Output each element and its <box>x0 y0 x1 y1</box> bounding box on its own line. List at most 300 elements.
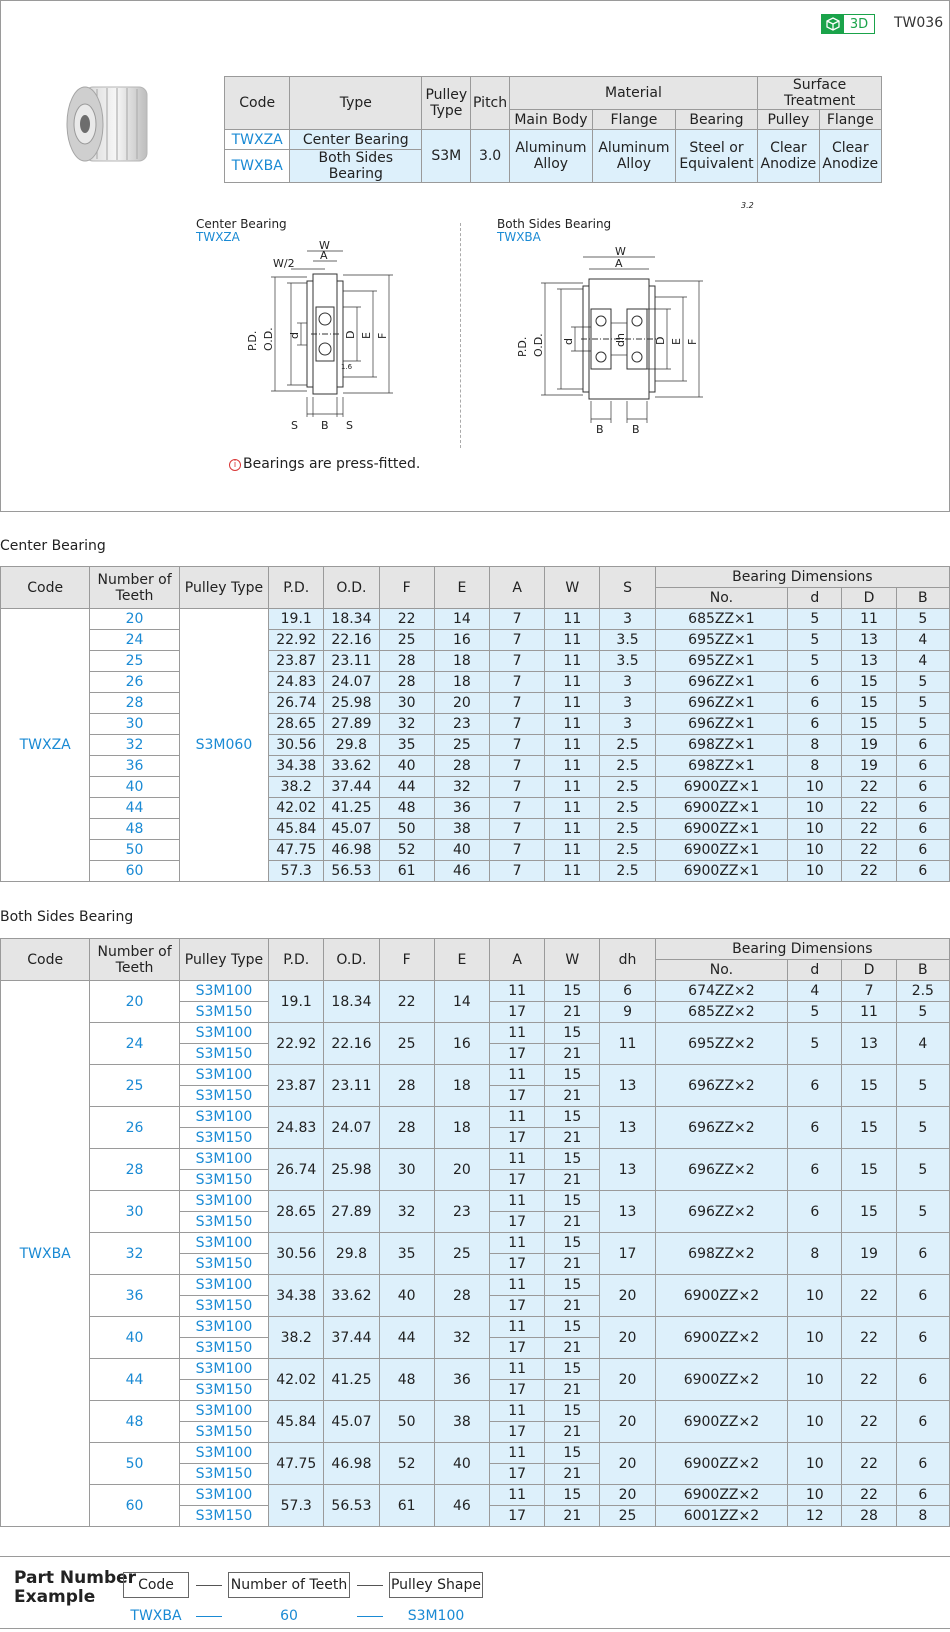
svg-text:P.D.: P.D. <box>516 336 529 357</box>
cell-w: 11 <box>545 714 600 735</box>
svg-text:D: D <box>344 330 357 339</box>
pulley-type[interactable]: S3M150 <box>179 1422 268 1443</box>
cell-dh: 9 <box>600 1002 655 1023</box>
teeth-count[interactable]: 24 <box>90 1023 179 1065</box>
header-pulley_type: Pulley Type <box>179 567 268 609</box>
cell-bearing-no: 695ZZ×1 <box>655 630 788 651</box>
cell-e: 36 <box>434 1359 489 1401</box>
cell-dh: 20 <box>600 1275 655 1317</box>
cell-D: 15 <box>842 1107 896 1149</box>
table-row <box>1 777 950 798</box>
cell-e: 23 <box>434 1191 489 1233</box>
header-pulley: Pulley <box>758 110 819 130</box>
cell-bearing-no: 696ZZ×1 <box>655 714 788 735</box>
cell-e: 28 <box>434 1275 489 1317</box>
spec-main-body: Aluminum Alloy <box>509 130 593 183</box>
pulley-type[interactable]: S3M150 <box>179 1044 268 1065</box>
cell-f: 28 <box>379 651 434 672</box>
header-od: O.D. <box>324 567 379 609</box>
teeth-count[interactable]: 60 <box>90 1485 179 1527</box>
pn-separator <box>196 1585 222 1586</box>
cell-a: 7 <box>490 756 545 777</box>
cell-s: 3.5 <box>600 651 655 672</box>
teeth-count[interactable]: 36 <box>90 756 179 777</box>
spec-code-twxza[interactable]: TWXZA <box>225 130 290 150</box>
cell-no: 6900ZZ×2 <box>655 1485 788 1506</box>
cell-bearing-no: 698ZZ×1 <box>655 756 788 777</box>
cell-bearing-d: 10 <box>788 840 842 861</box>
svg-text:B: B <box>321 419 329 432</box>
center-drawing-title: Center Bearing <box>196 217 287 231</box>
cell-bearing-no: 696ZZ×1 <box>655 693 788 714</box>
cell-od: 18.34 <box>324 981 379 1023</box>
cell-bearing-d: 8 <box>788 735 842 756</box>
cell-f: 22 <box>379 609 434 630</box>
cell-D: 22 <box>842 1485 896 1506</box>
3d-view-button[interactable] <box>821 14 875 34</box>
cell-w: 21 <box>545 1464 600 1485</box>
cell-bearing-d: 10 <box>788 819 842 840</box>
svg-text:B: B <box>632 423 640 436</box>
both-drawing-code[interactable]: TWXBA <box>497 230 541 244</box>
pulley-type[interactable]: S3M150 <box>179 1086 268 1107</box>
cell-s: 3 <box>600 714 655 735</box>
header-e: E <box>434 567 489 609</box>
cell-dh: 20 <box>600 1443 655 1485</box>
svg-text:d: d <box>288 332 301 339</box>
cell-f: 52 <box>379 1443 434 1485</box>
cell-a: 17 <box>490 1170 545 1191</box>
both-sides-bearing-table <box>0 938 950 1527</box>
cell-s: 2.5 <box>600 798 655 819</box>
table-row <box>1 1359 950 1380</box>
pulley-type[interactable]: S3M150 <box>179 1506 268 1527</box>
cell-od: 46.98 <box>324 1443 379 1485</box>
pulley-type[interactable]: S3M100 <box>179 1065 268 1086</box>
header-surface-treatment: Surface Treatment <box>758 77 882 110</box>
center-drawing-code[interactable]: TWXZA <box>196 230 240 244</box>
cell-e: 23 <box>434 714 489 735</box>
cell-od: 37.44 <box>324 1317 379 1359</box>
table-row <box>1 1275 950 1296</box>
header-bearing-d: D <box>842 588 896 609</box>
header-pd: P.D. <box>269 939 324 981</box>
cell-b: 5 <box>896 1191 949 1233</box>
cell-pd: 19.1 <box>269 981 324 1023</box>
header-bearing-dimensions: Bearing Dimensions <box>655 939 949 960</box>
cell-f: 50 <box>379 819 434 840</box>
cell-dh: 13 <box>600 1191 655 1233</box>
spec-pulley-treatment: Clear Anodize <box>758 130 819 183</box>
cell-bearing-d: 6 <box>788 714 842 735</box>
header-material: Material <box>509 77 758 110</box>
cell-no: 6900ZZ×2 <box>655 1443 788 1485</box>
cell-a: 17 <box>490 1506 545 1527</box>
cell-e: 25 <box>434 1233 489 1275</box>
teeth-count[interactable]: 50 <box>90 1443 179 1485</box>
pulley-type[interactable]: S3M150 <box>179 1380 268 1401</box>
pulley-type[interactable]: S3M100 <box>179 1275 268 1296</box>
header-a: A <box>490 939 545 981</box>
table-row <box>1 1485 950 1506</box>
cell-od: 18.34 <box>324 609 379 630</box>
cell-bearing-no: 6900ZZ×1 <box>655 777 788 798</box>
spec-table <box>224 76 882 183</box>
cell-od: 45.07 <box>324 1401 379 1443</box>
pn-code-value: TWXBA <box>130 1608 182 1624</box>
pulley-type[interactable]: S3M100 <box>179 1023 268 1044</box>
cell-a: 17 <box>490 1422 545 1443</box>
cell-w: 11 <box>545 651 600 672</box>
pulley-type[interactable]: S3M100 <box>179 1191 268 1212</box>
cell-a: 11 <box>490 1443 545 1464</box>
both-drawing-title: Both Sides Bearing <box>497 217 612 231</box>
cell-bearing-b: 6 <box>896 735 949 756</box>
header-w: W <box>545 567 600 609</box>
cell-dh: 13 <box>600 1149 655 1191</box>
pulley-type[interactable]: S3M150 <box>179 1338 268 1359</box>
cell-e: 18 <box>434 1107 489 1149</box>
cell-b: 6 <box>896 1401 949 1443</box>
cell-od: 25.98 <box>324 1149 379 1191</box>
pn-value-separator <box>196 1616 222 1617</box>
center-code[interactable]: TWXZA <box>1 609 90 882</box>
cell-s: 2.5 <box>600 819 655 840</box>
teeth-count[interactable]: 36 <box>90 1275 179 1317</box>
cell-dh: 6 <box>600 981 655 1002</box>
cell-pd: 22.92 <box>269 630 324 651</box>
teeth-count[interactable]: 25 <box>90 651 179 672</box>
teeth-count[interactable]: 28 <box>90 693 179 714</box>
teeth-count[interactable]: 48 <box>90 1401 179 1443</box>
cell-pd: 23.87 <box>269 651 324 672</box>
pulley-type[interactable]: S3M100 <box>179 1443 268 1464</box>
pn-value-separator <box>357 1616 383 1617</box>
cell-e: 46 <box>434 861 489 882</box>
cell-bearing-d: 10 <box>788 798 842 819</box>
cell-f: 28 <box>379 672 434 693</box>
cell-a: 7 <box>490 840 545 861</box>
cell-bearing-d: 5 <box>788 630 842 651</box>
cell-f: 25 <box>379 1023 434 1065</box>
cell-f: 22 <box>379 981 434 1023</box>
cell-e: 38 <box>434 819 489 840</box>
cell-w: 21 <box>545 1296 600 1317</box>
table-row <box>1 630 950 651</box>
teeth-count[interactable]: 44 <box>90 798 179 819</box>
part-number-title-line2: Example <box>14 1587 96 1607</box>
cell-s: 3 <box>600 693 655 714</box>
pulley-type[interactable]: S3M150 <box>179 1254 268 1275</box>
teeth-count[interactable]: 40 <box>90 777 179 798</box>
cell-bearing-d: 8 <box>788 756 842 777</box>
svg-text:F: F <box>376 332 389 339</box>
cell-w: 11 <box>545 861 600 882</box>
cell-f: 40 <box>379 1275 434 1317</box>
cell-dh: 11 <box>600 1023 655 1065</box>
center-pulley-type[interactable]: S3M060 <box>179 609 268 882</box>
cell-a: 11 <box>490 1359 545 1380</box>
part-number-example <box>0 1556 950 1629</box>
header-f: F <box>379 567 434 609</box>
table-row <box>1 1107 950 1128</box>
cell-e: 28 <box>434 756 489 777</box>
cell-pd: 45.84 <box>269 819 324 840</box>
cell-b: 6 <box>896 1233 949 1275</box>
cell-e: 32 <box>434 777 489 798</box>
cell-bearing-no: 6900ZZ×1 <box>655 798 788 819</box>
cell-f: 30 <box>379 1149 434 1191</box>
cell-b: 5 <box>896 1065 949 1107</box>
cell-e: 46 <box>434 1485 489 1527</box>
header-bearing-d: d <box>788 960 842 981</box>
cell-bearing-d: 6 <box>788 693 842 714</box>
cell-w: 21 <box>545 1506 600 1527</box>
table-row <box>1 1149 950 1170</box>
cell-w: 15 <box>545 1317 600 1338</box>
pulley-type[interactable]: S3M100 <box>179 1485 268 1506</box>
pulley-type[interactable]: S3M100 <box>179 1401 268 1422</box>
cell-no: 685ZZ×2 <box>655 1002 788 1023</box>
both-code[interactable]: TWXBA <box>1 981 90 1527</box>
pulley-type[interactable]: S3M150 <box>179 1170 268 1191</box>
cell-a: 17 <box>490 1464 545 1485</box>
cell-e: 38 <box>434 1401 489 1443</box>
svg-text:A: A <box>615 257 623 270</box>
cell-D: 13 <box>842 1023 896 1065</box>
cell-w: 21 <box>545 1212 600 1233</box>
page-code: TW036 <box>894 15 944 31</box>
cell-a: 17 <box>490 1086 545 1107</box>
table-row <box>1 819 950 840</box>
cell-f: 32 <box>379 1191 434 1233</box>
svg-text:B: B <box>596 423 604 436</box>
cell-e: 16 <box>434 1023 489 1065</box>
table-row <box>1 798 950 819</box>
product-overview-panel <box>0 0 950 512</box>
pulley-type[interactable]: S3M100 <box>179 1317 268 1338</box>
table-row <box>1 1233 950 1254</box>
cell-a: 11 <box>490 1485 545 1506</box>
cell-no: 696ZZ×2 <box>655 1107 788 1149</box>
both-sides-section-title: Both Sides Bearing <box>0 909 134 925</box>
cell-bearing-no: 6900ZZ×1 <box>655 819 788 840</box>
cell-pd: 24.83 <box>269 672 324 693</box>
cell-a: 17 <box>490 1296 545 1317</box>
cell-pd: 42.02 <box>269 798 324 819</box>
cell-s: 2.5 <box>600 777 655 798</box>
table-row <box>1 981 950 1002</box>
cell-e: 18 <box>434 1065 489 1107</box>
cell-f: 30 <box>379 693 434 714</box>
cell-od: 56.53 <box>324 861 379 882</box>
teeth-count[interactable]: 28 <box>90 1149 179 1191</box>
pulley-type[interactable]: S3M150 <box>179 1296 268 1317</box>
cell-d: 6 <box>788 1065 842 1107</box>
cell-e: 18 <box>434 651 489 672</box>
cell-e: 16 <box>434 630 489 651</box>
cell-bearing-d: 5 <box>788 651 842 672</box>
cell-D: 22 <box>842 1443 896 1485</box>
header-bearing-dimensions: Bearing Dimensions <box>655 567 949 588</box>
cell-D: 28 <box>842 1506 896 1527</box>
cell-e: 14 <box>434 981 489 1023</box>
cell-od: 33.62 <box>324 1275 379 1317</box>
svg-text:P.D.: P.D. <box>246 330 259 351</box>
cell-b: 5 <box>896 1149 949 1191</box>
cell-bearing-D: 15 <box>842 714 896 735</box>
cell-w: 15 <box>545 1401 600 1422</box>
cell-a: 11 <box>490 1275 545 1296</box>
cell-w: 21 <box>545 1086 600 1107</box>
cell-a: 7 <box>490 609 545 630</box>
cell-a: 17 <box>490 1338 545 1359</box>
teeth-count[interactable]: 26 <box>90 1107 179 1149</box>
svg-text:O.D.: O.D. <box>262 327 275 351</box>
cell-dh: 17 <box>600 1233 655 1275</box>
cell-w: 21 <box>545 1338 600 1359</box>
info-icon: i <box>229 459 241 471</box>
header-code: Code <box>1 567 90 609</box>
header-flange-treatment: Flange <box>819 110 881 130</box>
pulley-type[interactable]: S3M150 <box>179 1128 268 1149</box>
cell-dh: 20 <box>600 1359 655 1401</box>
cell-od: 23.11 <box>324 1065 379 1107</box>
teeth-count[interactable]: 20 <box>90 609 179 630</box>
teeth-count[interactable]: 32 <box>90 735 179 756</box>
teeth-count[interactable]: 50 <box>90 840 179 861</box>
header-s: S <box>600 567 655 609</box>
table-row <box>1 672 950 693</box>
cell-no: 695ZZ×2 <box>655 1023 788 1065</box>
spec-type-both: Both Sides Bearing <box>290 150 422 183</box>
header-teeth: Number of Teeth <box>90 567 179 609</box>
cell-f: 50 <box>379 1401 434 1443</box>
cell-f: 32 <box>379 714 434 735</box>
pn-shape-label: Pulley Shape <box>389 1572 483 1598</box>
spec-pitch: 3.0 <box>471 130 509 183</box>
cell-no: 674ZZ×2 <box>655 981 788 1002</box>
cell-a: 7 <box>490 630 545 651</box>
part-number-title-line1: Part Number <box>14 1568 137 1588</box>
cell-s: 3.5 <box>600 630 655 651</box>
header-pulley_type: Pulley Type <box>179 939 268 981</box>
teeth-count[interactable]: 26 <box>90 672 179 693</box>
teeth-count[interactable]: 20 <box>90 981 179 1023</box>
header-flange: Flange <box>593 110 676 130</box>
table-row <box>1 1191 950 1212</box>
cell-a: 11 <box>490 1233 545 1254</box>
cell-od: 29.8 <box>324 735 379 756</box>
cell-w: 11 <box>545 672 600 693</box>
cell-w: 21 <box>545 1128 600 1149</box>
cell-e: 25 <box>434 735 489 756</box>
header-code: Code <box>225 77 290 130</box>
teeth-count[interactable]: 30 <box>90 714 179 735</box>
cell-bearing-b: 6 <box>896 798 949 819</box>
pulley-type[interactable]: S3M150 <box>179 1002 268 1023</box>
cell-bearing-D: 22 <box>842 777 896 798</box>
pulley-type[interactable]: S3M150 <box>179 1212 268 1233</box>
cell-a: 7 <box>490 672 545 693</box>
svg-text:E: E <box>670 338 683 345</box>
cell-D: 7 <box>842 981 896 1002</box>
cell-bearing-no: 6900ZZ×1 <box>655 840 788 861</box>
cell-s: 2.5 <box>600 861 655 882</box>
cell-od: 25.98 <box>324 693 379 714</box>
svg-text:d: d <box>562 338 575 345</box>
pulley-type[interactable]: S3M100 <box>179 1359 268 1380</box>
teeth-count[interactable]: 32 <box>90 1233 179 1275</box>
cell-w: 11 <box>545 630 600 651</box>
table-row <box>1 693 950 714</box>
cell-d: 10 <box>788 1401 842 1443</box>
table-row <box>1 1401 950 1422</box>
cell-no: 696ZZ×2 <box>655 1065 788 1107</box>
teeth-count[interactable]: 40 <box>90 1317 179 1359</box>
teeth-count[interactable]: 44 <box>90 1359 179 1401</box>
spec-code-twxba[interactable]: TWXBA <box>225 150 290 183</box>
teeth-count[interactable]: 60 <box>90 861 179 882</box>
pulley-type[interactable]: S3M100 <box>179 1107 268 1128</box>
cell-a: 7 <box>490 651 545 672</box>
cell-w: 21 <box>545 1002 600 1023</box>
teeth-count[interactable]: 48 <box>90 819 179 840</box>
cell-bearing-no: 698ZZ×1 <box>655 735 788 756</box>
cell-d: 10 <box>788 1359 842 1401</box>
teeth-count[interactable]: 25 <box>90 1065 179 1107</box>
cell-bearing-b: 6 <box>896 777 949 798</box>
teeth-count[interactable]: 30 <box>90 1191 179 1233</box>
cell-dh: 20 <box>600 1317 655 1359</box>
cell-pd: 28.65 <box>269 1191 324 1233</box>
cell-bearing-D: 15 <box>842 672 896 693</box>
teeth-count[interactable]: 24 <box>90 630 179 651</box>
pulley-type[interactable]: S3M100 <box>179 1149 268 1170</box>
cell-b: 5 <box>896 1107 949 1149</box>
table-row <box>1 840 950 861</box>
cell-a: 17 <box>490 1128 545 1149</box>
cell-f: 52 <box>379 840 434 861</box>
cell-no: 6900ZZ×2 <box>655 1359 788 1401</box>
table-row <box>1 1317 950 1338</box>
cell-b: 6 <box>896 1317 949 1359</box>
svg-text:S: S <box>346 419 353 432</box>
svg-text:D: D <box>654 336 667 345</box>
cell-pd: 19.1 <box>269 609 324 630</box>
pulley-type[interactable]: S3M100 <box>179 981 268 1002</box>
pulley-type[interactable]: S3M100 <box>179 1233 268 1254</box>
pulley-type[interactable]: S3M150 <box>179 1464 268 1485</box>
cell-a: 7 <box>490 798 545 819</box>
cell-od: 33.62 <box>324 756 379 777</box>
cell-bearing-d: 5 <box>788 609 842 630</box>
cell-pd: 34.38 <box>269 1275 324 1317</box>
header-teeth: Number of Teeth <box>90 939 179 981</box>
table-row <box>1 756 950 777</box>
cell-pd: 26.74 <box>269 1149 324 1191</box>
cell-no: 698ZZ×2 <box>655 1233 788 1275</box>
cell-e: 36 <box>434 798 489 819</box>
header-bearing: Bearing <box>675 110 758 130</box>
cell-od: 24.07 <box>324 1107 379 1149</box>
cell-pd: 30.56 <box>269 735 324 756</box>
cell-a: 11 <box>490 1065 545 1086</box>
press-fit-note-text: Bearings are press-fitted. <box>243 456 421 472</box>
cell-bearing-d: 10 <box>788 861 842 882</box>
cell-a: 17 <box>490 1212 545 1233</box>
cell-pd: 45.84 <box>269 1401 324 1443</box>
